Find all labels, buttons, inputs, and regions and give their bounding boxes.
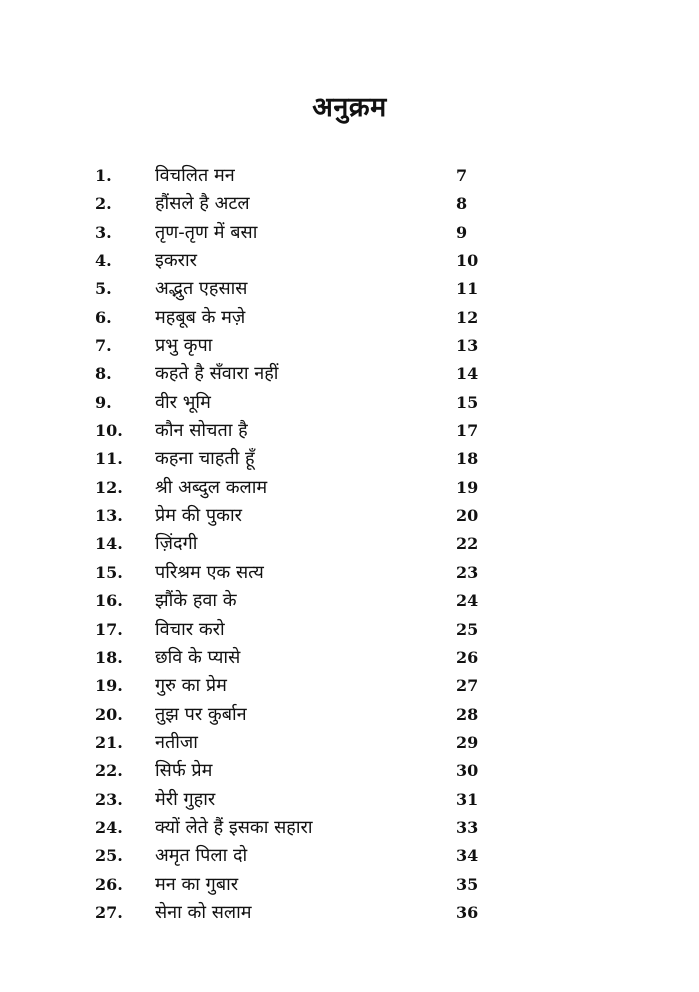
entry-page-number: 11 [456,279,479,299]
entry-number: 13. [95,506,123,526]
entry-number: 1. [95,166,112,185]
entry-title: विचार करो [155,618,225,640]
entry-page-number: 33 [456,817,479,837]
toc-entry [95,502,495,530]
entry-number: 2. [95,194,112,214]
entry-page-number: 36 [456,902,479,922]
entry-number: 22. [95,761,123,781]
toc-entry [95,899,495,927]
entry-number: 15. [95,562,123,582]
entry-number: 10. [95,421,123,441]
entry-number: 6. [95,307,112,327]
entry-title: अद्भुत एहसास [155,278,248,300]
entry-title: मेरी गुहार [155,788,216,810]
toc-entry [95,672,495,700]
entry-page-number: 7 [456,166,468,185]
toc-entry [95,814,495,842]
entry-number: 5. [95,279,112,299]
entry-page-number: 17 [456,421,479,441]
toc-entry [95,559,495,587]
entry-number: 4. [95,251,112,271]
entry-number: 20. [95,704,123,724]
toc-entry [95,757,495,785]
entry-page-number: 25 [456,619,479,639]
entry-number: 17. [95,619,123,639]
page-title: अनुक्रम [312,92,387,123]
entry-number: 19. [95,676,123,696]
entry-title: कहते है सँवारा नहीं [155,363,279,385]
entry-title: नतीजा [155,731,198,753]
toc-entry [95,530,495,558]
entry-title: वीर भूमि [155,391,211,413]
toc-entry [95,417,495,445]
entry-number: 27. [95,902,123,922]
entry-title: महबूब के मज़े [155,306,246,328]
entry-page-number: 9 [456,222,468,242]
entry-title: कहना चाहती हूँ [155,448,255,470]
entry-page-number: 22 [456,534,479,554]
entry-title: इकरार [155,250,198,272]
toc-entry [95,304,495,332]
entry-title: तुझ पर कुर्बान [155,703,247,725]
entry-page-number: 15 [456,392,479,412]
entry-page-number: 34 [456,846,479,866]
toc-entry [95,842,495,870]
entry-page-number: 30 [456,761,479,781]
toc-entry [95,360,495,388]
entry-title: कौन सोचता है [155,420,248,442]
entry-page-number: 10 [456,251,479,271]
toc-entry [95,389,495,417]
toc-entry [95,616,495,644]
entry-page-number: 19 [456,477,479,497]
toc-entry [95,587,495,615]
entry-title: हौंसले है अटल [155,193,250,215]
entry-page-number: 29 [456,732,479,752]
toc-entry [95,871,495,899]
toc-entry [95,474,495,502]
entry-number: 11. [95,449,123,469]
toc-entry [95,701,495,729]
entry-page-number: 20 [456,506,479,526]
toc-entry [95,644,495,672]
toc-entry [95,275,495,303]
entry-number: 24. [95,817,123,837]
toc-entry [95,445,495,473]
entry-title: तृण-तृण में बसा [155,221,258,243]
entry-page-number: 31 [456,789,479,809]
entry-page-number: 8 [456,194,468,214]
entry-title: गुरु का प्रेम [155,675,227,697]
toc-entry [95,786,495,814]
entry-page-number: 14 [456,364,479,384]
entry-number: 18. [95,647,123,667]
toc-entry [95,729,495,757]
table-of-contents [95,162,495,927]
entry-page-number: 26 [456,647,479,667]
entry-title: सेना को सलाम [155,901,252,923]
entry-page-number: 27 [456,676,479,696]
entry-number: 8. [95,364,112,384]
entry-number: 23. [95,789,123,809]
entry-title: परिश्रम एक सत्य [155,561,264,583]
entry-title: ज़िंदगी [155,533,198,555]
entry-number: 9. [95,392,112,412]
entry-number: 3. [95,222,112,242]
toc-entry [95,190,495,218]
toc-entry [95,219,495,247]
entry-title: प्रेम की पुकार [155,505,243,527]
entry-page-number: 23 [456,562,479,582]
toc-entry [95,332,495,360]
toc-entry [95,162,495,190]
entry-page-number: 13 [456,336,479,356]
entry-number: 14. [95,534,123,554]
entry-title: झौंके हवा के [155,590,237,612]
entry-number: 12. [95,477,123,497]
entry-page-number: 12 [456,307,479,327]
entry-page-number: 35 [456,874,479,894]
entry-number: 21. [95,732,123,752]
toc-entry [95,247,495,275]
entry-title: विचलित मन [155,165,235,186]
entry-title: सिर्फ प्रेम [155,760,213,782]
entry-number: 25. [95,846,123,866]
entry-page-number: 18 [456,449,479,469]
entry-number: 26. [95,874,123,894]
entry-title: क्यों लेते हैं इसका सहारा [155,816,313,838]
entry-number: 7. [95,336,112,356]
entry-title: अमृत पिला दो [155,845,248,867]
entry-title: प्रभु कृपा [155,335,213,357]
entry-page-number: 24 [456,591,479,611]
entry-title: छवि के प्यासे [155,646,241,668]
entry-page-number: 28 [456,704,479,724]
entry-title: श्री अब्दुल कलाम [155,476,268,498]
entry-title: मन का गुबार [155,873,239,895]
entry-number: 16. [95,591,123,611]
